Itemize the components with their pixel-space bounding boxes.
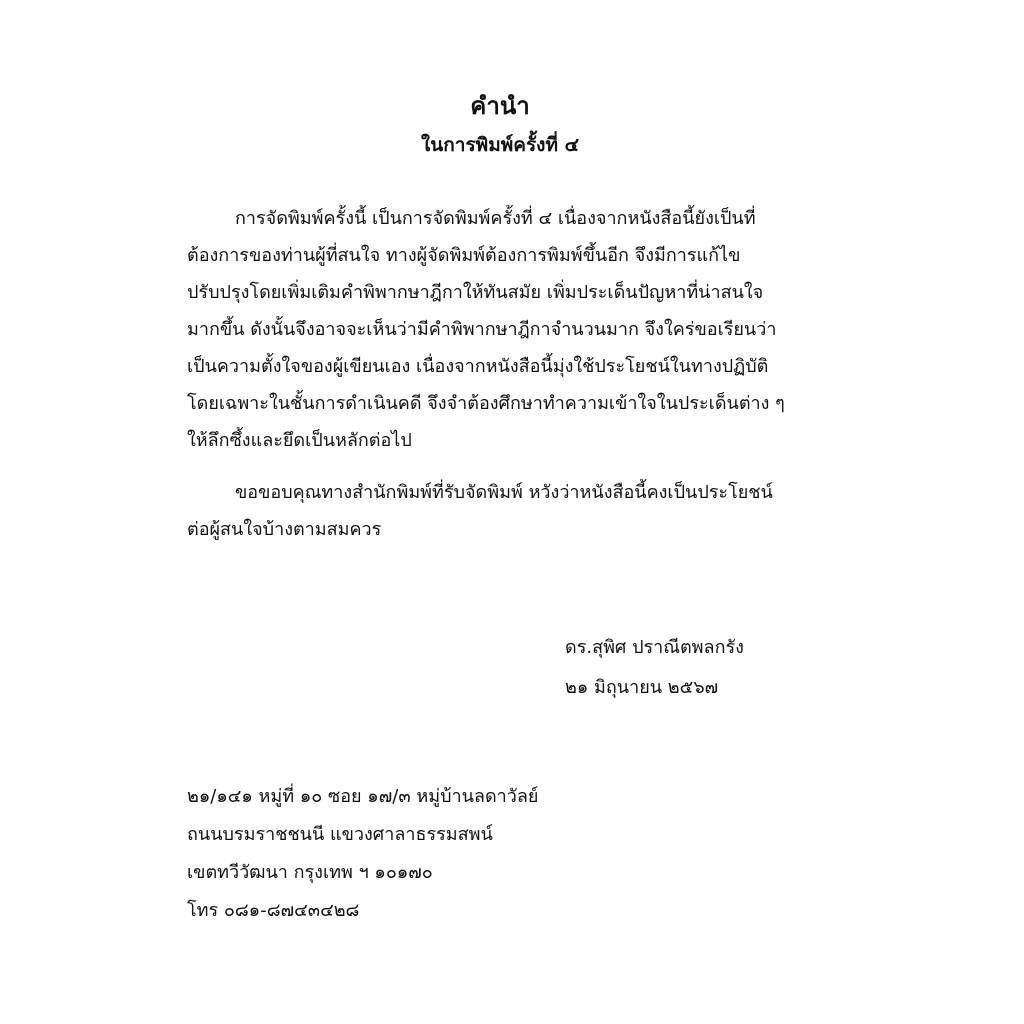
page-title: คำนำ: [470, 92, 530, 120]
paragraph-line: เป็นความตั้งใจของผู้เขียนเอง เนื่องจากหนังสือนี้มุ่งใช้ประโยชน์ในทางปฏิบัติ: [187, 356, 769, 377]
paragraph-line: การจัดพิมพ์ครั้งนี้ เป็นการจัดพิมพ์ครั้งที่ ๔ เนื่องจากหนังสือนี้ยังเป็นที่: [235, 208, 756, 229]
signature-block: [565, 628, 744, 708]
author-name: ดร.สุพิศ ปราณีตพลกรัง: [565, 637, 744, 658]
address-line: ถนนบรมราชชนนี แขวงศาลาธรรมสพน์: [187, 824, 493, 845]
paragraph-line: ปรับปรุงโดยเพิ่มเติมคำพิพากษาฎีกาให้ทันสมัย เพิ่มประเด็นปัญหาที่น่าสนใจ: [187, 282, 764, 303]
paragraph-line: ต้องการของท่านผู้ที่สนใจ ทางผู้จัดพิมพ์ต้องการพิมพ์ขึ้นอีก จึงมีการแก้ไข: [187, 245, 741, 266]
paragraph-line: ต่อผู้สนใจบ้างตามสมควร: [187, 519, 382, 540]
paragraph-line: มากขึ้น ดังนั้นจึงอาจจะเห็นว่ามีคำพิพากษาฎีกาจำนวนมาก จึงใคร่ขอเรียนว่า: [187, 319, 777, 340]
preface-paragraph-1: [187, 200, 807, 459]
address-block: [187, 778, 538, 930]
paragraph-line: ให้ลึกซึ้งและยึดเป็นหลักต่อไป: [187, 430, 412, 451]
phone-number: โทร ๐๘๑-๘๗๔๓๔๒๘: [187, 900, 360, 921]
paragraph-line: ขอขอบคุณทางสำนักพิมพ์ที่รับจัดพิมพ์ หวังว่าหนังสือนี้คงเป็นประโยชน์: [235, 482, 773, 503]
page-subtitle: ในการพิมพ์ครั้งที่ ๔: [421, 134, 579, 156]
paragraph-line: โดยเฉพาะในชั้นการดำเนินคดี จึงจำต้องศึกษาทำความเข้าใจในประเด็นต่าง ๆ: [187, 393, 785, 414]
signature-date: ๒๑ มิถุนายน ๒๕๖๗: [565, 677, 719, 698]
address-line: เขตทวีวัฒนา กรุงเทพ ฯ ๑๐๑๗๐: [187, 862, 433, 883]
address-line: ๒๑/๑๔๑ หมู่ที่ ๑๐ ซอย ๑๗/๓ หมู่บ้านลดาวัลย์: [187, 786, 539, 807]
preface-paragraph-2: [187, 474, 807, 548]
